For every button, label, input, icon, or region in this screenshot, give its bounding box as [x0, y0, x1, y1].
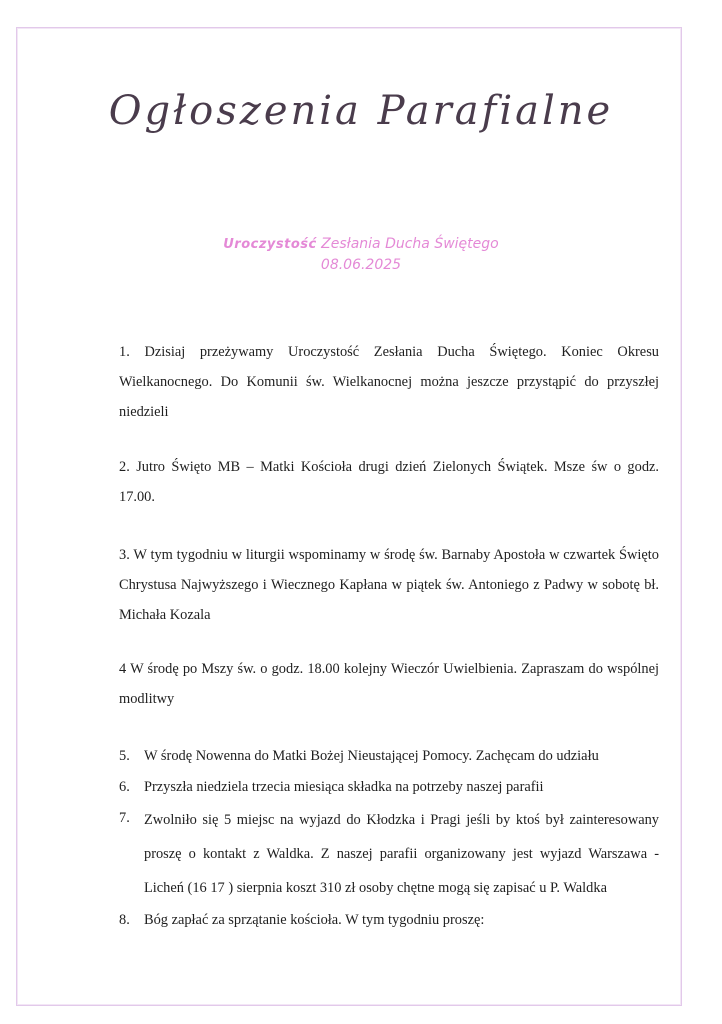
item-text: Bóg zapłać za sprzątanie kościoła. W tym tygodniu proszę: [144, 912, 485, 928]
announcement-8 [119, 905, 659, 936]
item-number: 8. [119, 912, 130, 928]
feast-name [0, 234, 722, 255]
announcement-1: 1. Dzisiaj przeżywamy Uroczystość Zesłania Ducha Świętego. Koniec Okresu Wielkanocnego. Do Komunii św. Wielkanocnej można jeszcze przystąpić do przyszłej niedzieli [119, 344, 659, 420]
feast-date: 08.06.2025 [320, 257, 402, 273]
announcement-3: 3. W tym tygodniu w liturgii wspominamy w środę św. Barnaby Apostoła w czwartek Święto Chrystusa Najwyższego i Wiecznego Kapłana w piątek św. Antoniego z Padwy w sobotę bł. Michała Kozala [119, 547, 659, 623]
item-number: 6. [119, 779, 130, 795]
item-number: 5. [119, 748, 130, 764]
item-text: Zwolniło się 5 miejsc na wyjazd do Kłodzka i Pragi jeśli by ktoś był zainteresowany proszę o kontakt z Waldka. Z naszej parafii organizowany jest wyjazd Warszawa - Licheń (16 17 ) sierpnia koszt 310 zł osoby chętne mogą się zapisać u P. Waldka [144, 812, 659, 896]
announcement-2: 2. Jutro Święto MB – Matki Kościoła drugi dzień Zielonych Świątek. Msze św o godz. 17.00. [119, 459, 659, 505]
announcement-5 [119, 741, 659, 772]
announcement-6 [119, 772, 659, 803]
feast-heading [0, 234, 722, 275]
item-text: Przyszła niedziela trzecia miesiąca składka na potrzeby naszej parafii [144, 779, 544, 795]
feast-name-rest: Zesłania Ducha Świętego [316, 236, 499, 252]
feast-name-caps: Uroczystość [223, 237, 317, 252]
page-title: Ogłoszenia Parafialne [108, 88, 614, 134]
item-number: 7. [119, 810, 130, 826]
announcements [119, 337, 659, 936]
item-text: W środę Nowenna do Matki Bożej Nieustającej Pomocy. Zachęcam do udziału [144, 748, 599, 764]
announcement-7 [119, 803, 659, 905]
announcement-4: 4 W środę po Mszy św. o godz. 18.00 kolejny Wieczór Uwielbienia. Zapraszam do wspólnej modlitwy [119, 661, 659, 707]
